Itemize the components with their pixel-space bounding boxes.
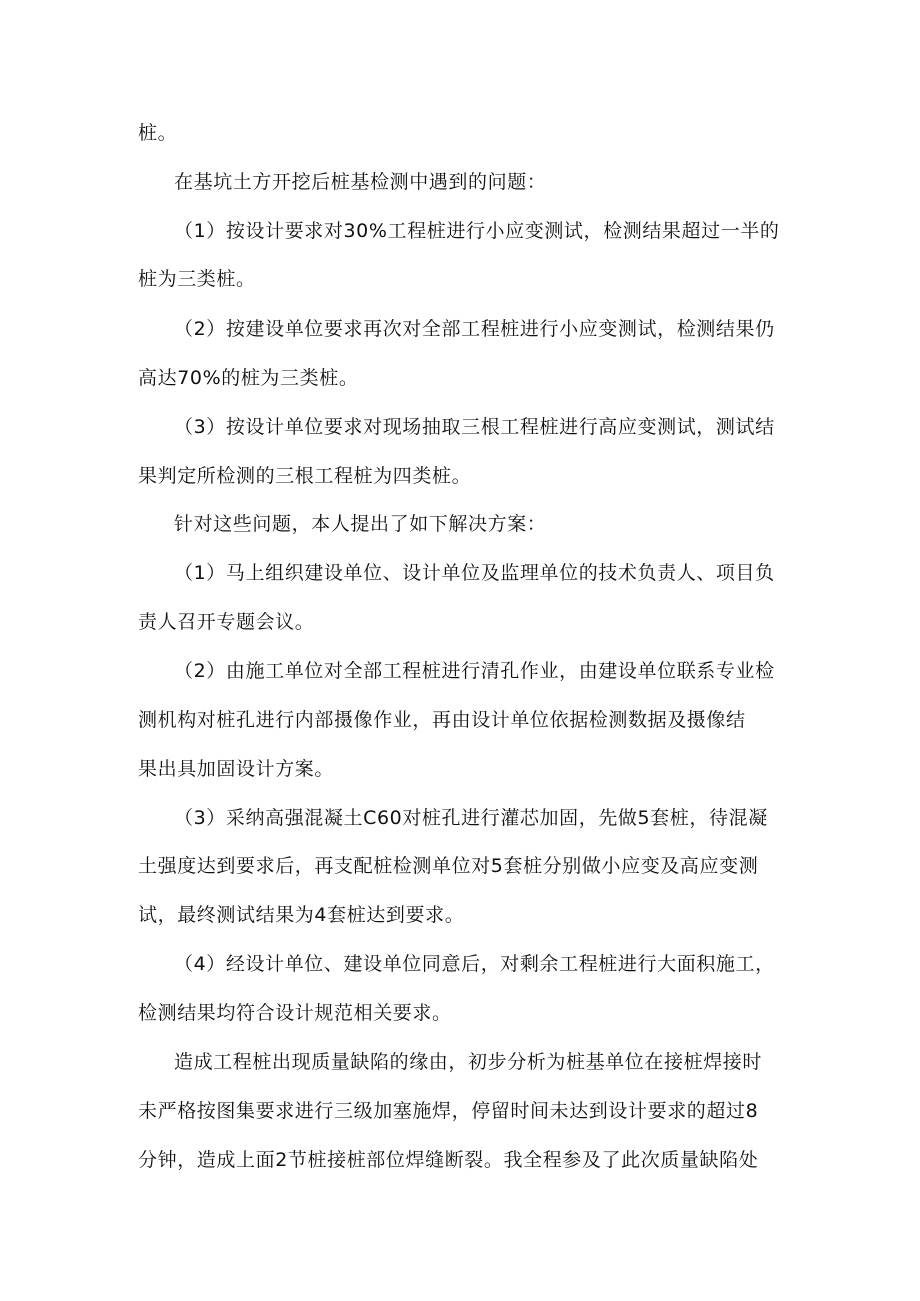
text-line: 分钟，造成上面2节桩接桩部位焊缝断裂。我全程参及了此次质量缺陷处 — [138, 1149, 759, 1171]
text-line: （2）由施工单位对全部工程桩进行清孔作业，由建设单位联系专业检 — [174, 660, 775, 682]
paragraph-heading: 针对这些问题，本人提出了如下解决方案： — [174, 513, 547, 535]
text-line: 未严格按图集要求进行三级加塞施焊，停留时间未达到设计要求的超过8 — [138, 1100, 759, 1122]
text-line: （2）按建设单位要求再次对全部工程桩进行小应变测试，检测结果仍 — [174, 318, 775, 340]
text-line: 高达70%的桩为三类桩。 — [138, 367, 359, 389]
text-line: （3）采纳高强混凝土C60对桩孔进行灌芯加固，先做5套桩，待混凝 — [174, 807, 768, 829]
text-line: 造成工程桩出现质量缺陷的缘由，初步分析为桩基单位在接桩焊接时 — [174, 1051, 763, 1073]
text-line: 试，最终测试结果为4套桩达到要求。 — [138, 904, 465, 926]
paragraph-heading: 在基坑土方开挖后桩基检测中遇到的问题： — [174, 171, 547, 193]
text-line: 果出具加固设计方案。 — [138, 758, 335, 780]
text-line: 土强度达到要求后，再支配桩检测单位对5套桩分别做小应变及高应变测 — [138, 855, 759, 877]
text-line: 桩为三类桩。 — [138, 268, 256, 290]
text-line: 责人召开专题会议。 — [138, 611, 315, 633]
text-line: （4）经设计单位、建设单位同意后，对剩余工程桩进行大面积施工， — [174, 953, 775, 975]
text-line: （1）按设计要求对30%工程桩进行小应变测试，检测结果超过一半的 — [174, 220, 780, 242]
text-line: （3）按设计单位要求对现场抽取三根工程桩进行高应变测试，测试结 — [174, 416, 775, 438]
text-line: 测机构对桩孔进行内部摄像作业，再由设计单位依据检测数据及摄像结 — [138, 709, 746, 731]
text-line: 果判定所检测的三根工程桩为四类桩。 — [138, 465, 472, 487]
text-line: 检测结果均符合设计规范相关要求。 — [138, 1002, 452, 1024]
text-line: （1）马上组织建设单位、设计单位及监理单位的技术负责人、项目负 — [174, 562, 775, 584]
text-line: 桩。 — [138, 122, 178, 144]
